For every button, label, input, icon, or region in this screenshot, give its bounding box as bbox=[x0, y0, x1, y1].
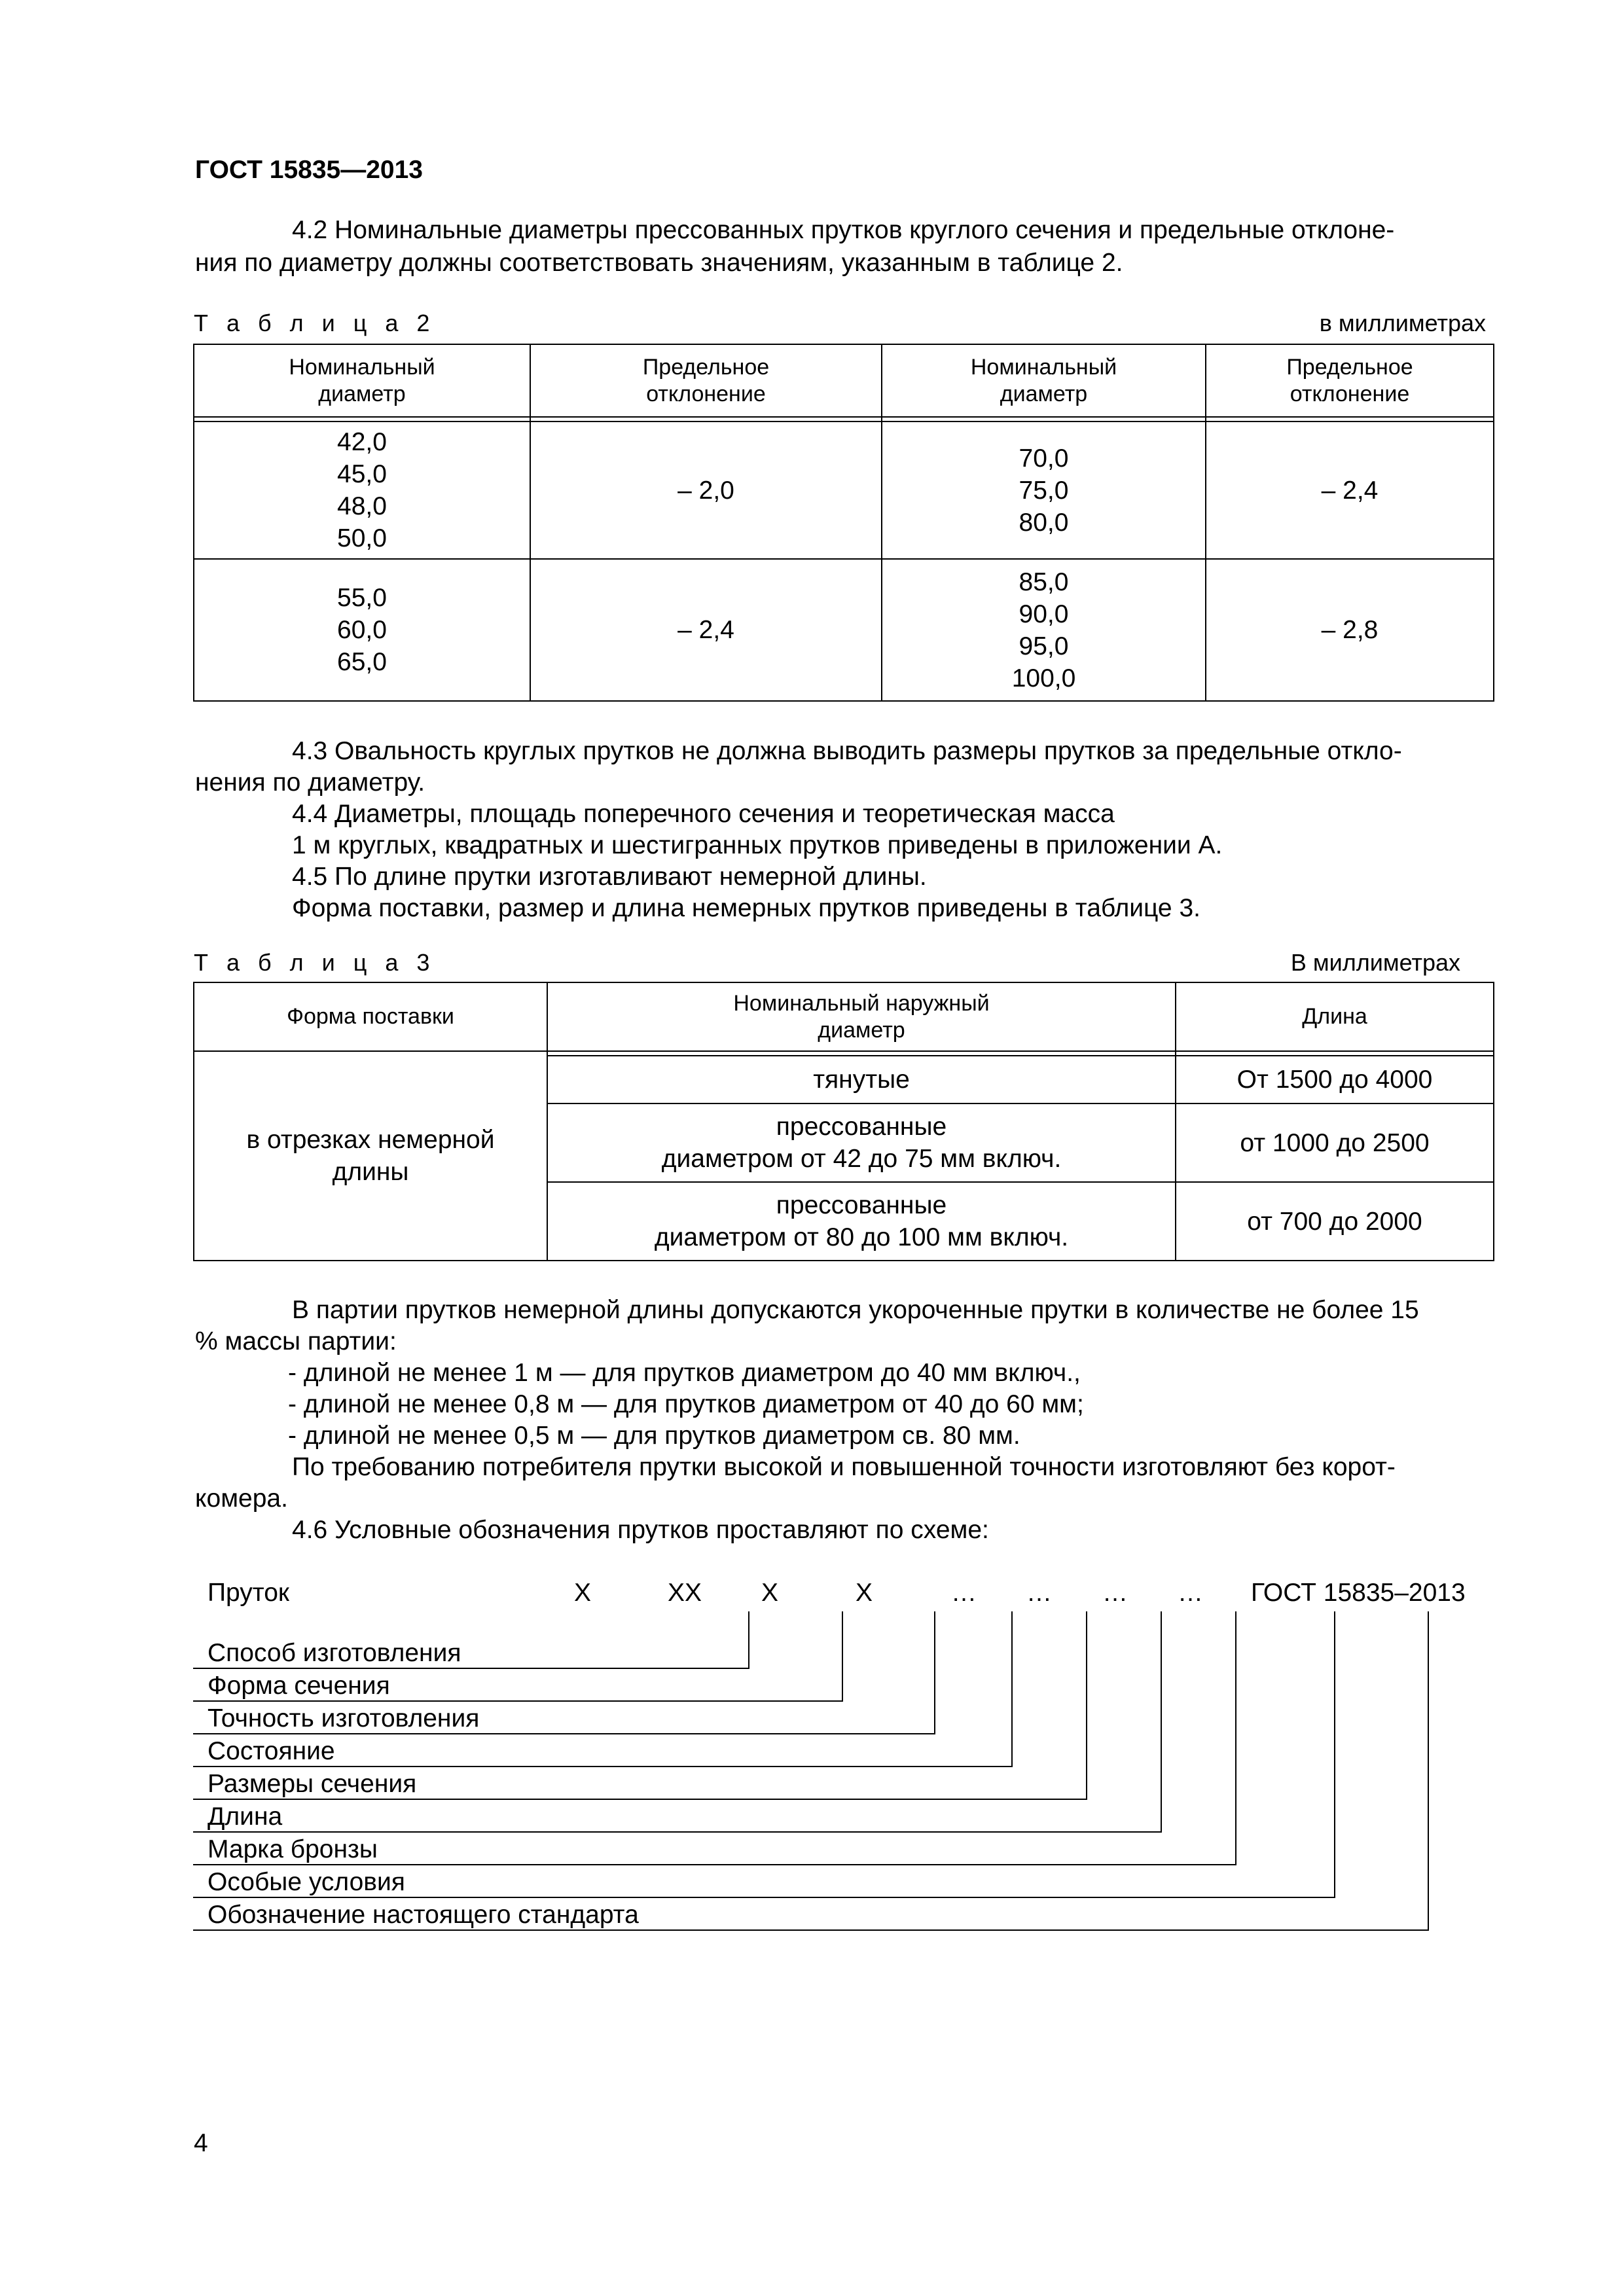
scheme-label-standard: Обозначение настоящего стандарта bbox=[208, 1901, 639, 1929]
table2-header-tolerance-2: Предельное отклонение bbox=[1286, 354, 1413, 406]
table2-row2-tolerance-1: – 2,4 bbox=[677, 616, 734, 644]
document-header: ГОСТ 15835—2013 bbox=[195, 156, 423, 184]
table3-caption: Т а б л и ц а 3 bbox=[194, 949, 436, 976]
table3-form-cell: в отрезках немерной длины bbox=[246, 1126, 495, 1186]
table3-row3-diameter: прессованные диаметром от 80 до 100 мм включ. bbox=[654, 1191, 1069, 1251]
table2-row2-diameters-1: 55,0 60,0 65,0 bbox=[337, 584, 387, 676]
scheme-code-1: X bbox=[574, 1579, 592, 1607]
scheme-code-2: XX bbox=[668, 1579, 702, 1607]
para-4-3-line2: нения по диаметру. bbox=[195, 768, 425, 797]
table2-row1-tolerance-2: – 2,4 bbox=[1321, 476, 1379, 505]
table3-units: В миллиметрах bbox=[1290, 949, 1460, 976]
page-number: 4 bbox=[194, 2129, 208, 2157]
para-consumer-line2: комера. bbox=[195, 1484, 288, 1513]
scheme-label-accuracy: Точность изготовления bbox=[208, 1704, 480, 1732]
table3-header-diameter: Номинальный наружный диаметр bbox=[733, 990, 990, 1043]
list-item-1: - длиной не менее 1 м — для прутков диаметром до 40 мм включ., bbox=[288, 1359, 1081, 1387]
table3-row2-diameter: прессованные диаметром от 42 до 75 мм включ. bbox=[661, 1113, 1062, 1173]
table2-row1-tolerance-1: – 2,0 bbox=[677, 476, 734, 505]
scheme-code-6: … bbox=[1026, 1579, 1052, 1607]
scheme-label-length: Длина bbox=[208, 1803, 283, 1831]
para-4-5-line1: 4.5 По длине прутки изготавливают немерной длины. bbox=[292, 863, 927, 891]
scheme-label-special: Особые условия bbox=[208, 1868, 405, 1896]
table2-row2-tolerance-2: – 2,8 bbox=[1321, 616, 1379, 644]
table2-header-diameter-1: Номинальный диаметр bbox=[289, 354, 435, 406]
scheme-label-shape: Форма сечения bbox=[208, 1672, 390, 1700]
para-4-5-line2: Форма поставки, размер и длина немерных прутков приведены в таблице 3. bbox=[292, 894, 1200, 922]
para-consumer-line1: По требованию потребителя прутки высокой и повышенной точности изготовляют без корот- bbox=[292, 1453, 1396, 1481]
table2-row1-diameters-1: 42,0 45,0 48,0 50,0 bbox=[337, 428, 387, 552]
para-4-4-line1: 4.4 Диаметры, площадь поперечного сечения и теоретическая масса bbox=[292, 800, 1115, 828]
list-item-2: - длиной не менее 0,8 м — для прутков диаметром от 40 до 60 мм; bbox=[288, 1390, 1084, 1418]
scheme-label-method: Способ изготовления bbox=[208, 1639, 461, 1667]
table2-caption: Т а б л и ц а 2 bbox=[194, 310, 436, 336]
para-4-6: 4.6 Условные обозначения прутков проставляют по схеме: bbox=[292, 1516, 989, 1544]
scheme-label-state: Состояние bbox=[208, 1737, 335, 1765]
table2-header-tolerance-1: Предельное отклонение bbox=[642, 354, 770, 406]
scheme-title: Пруток bbox=[208, 1579, 289, 1607]
para-batch-line2: % массы партии: bbox=[195, 1327, 397, 1355]
scheme-code-4: X bbox=[856, 1579, 873, 1607]
table3-row2-length: от 1000 до 2500 bbox=[1240, 1128, 1430, 1157]
para-4-4-line2: 1 м круглых, квадратных и шестигранных прутков приведены в приложении А. bbox=[292, 831, 1223, 859]
table3-header-form: Форма поставки bbox=[287, 1004, 454, 1029]
table3-header-length: Длина bbox=[1302, 1004, 1367, 1029]
scheme-code-7: … bbox=[1102, 1579, 1128, 1607]
table2-units: в миллиметрах bbox=[1319, 310, 1486, 336]
list-item-3: - длиной не менее 0,5 м — для прутков диаметром св. 80 мм. bbox=[288, 1422, 1020, 1450]
scheme-code-5: … bbox=[951, 1579, 977, 1607]
scheme-code-8: … bbox=[1178, 1579, 1203, 1607]
scheme-standard: ГОСТ 15835–2013 bbox=[1251, 1579, 1466, 1607]
para-4-2-line2: ния по диаметру должны соответствовать значениям, указанным в таблице 2. bbox=[195, 249, 1123, 277]
scheme-label-dimensions: Размеры сечения bbox=[208, 1770, 417, 1798]
scheme-code-3: X bbox=[761, 1579, 779, 1607]
para-4-3-line1: 4.3 Овальность круглых прутков не должна выводить размеры прутков за предельные откло- bbox=[292, 737, 1402, 765]
table3-row1-length: От 1500 до 4000 bbox=[1236, 1066, 1433, 1094]
table2-row2-diameters-2: 85,0 90,0 95,0 100,0 bbox=[1011, 567, 1076, 692]
para-4-2-line1: 4.2 Номинальные диаметры прессованных прутков круглого сечения и предельные отклоне- bbox=[292, 216, 1395, 244]
para-batch-line1: В партии прутков немерной длины допускаются укороченные прутки в количестве не более 15 bbox=[292, 1296, 1419, 1324]
table3-row1-diameter: тянутые bbox=[813, 1066, 910, 1094]
scheme-label-bronze-grade: Марка бронзы bbox=[208, 1835, 378, 1863]
table2-header-diameter-2: Номинальный диаметр bbox=[970, 354, 1117, 406]
table2-row1-diameters-2: 70,0 75,0 80,0 bbox=[1019, 444, 1069, 537]
table3-row3-length: от 700 до 2000 bbox=[1247, 1207, 1422, 1236]
